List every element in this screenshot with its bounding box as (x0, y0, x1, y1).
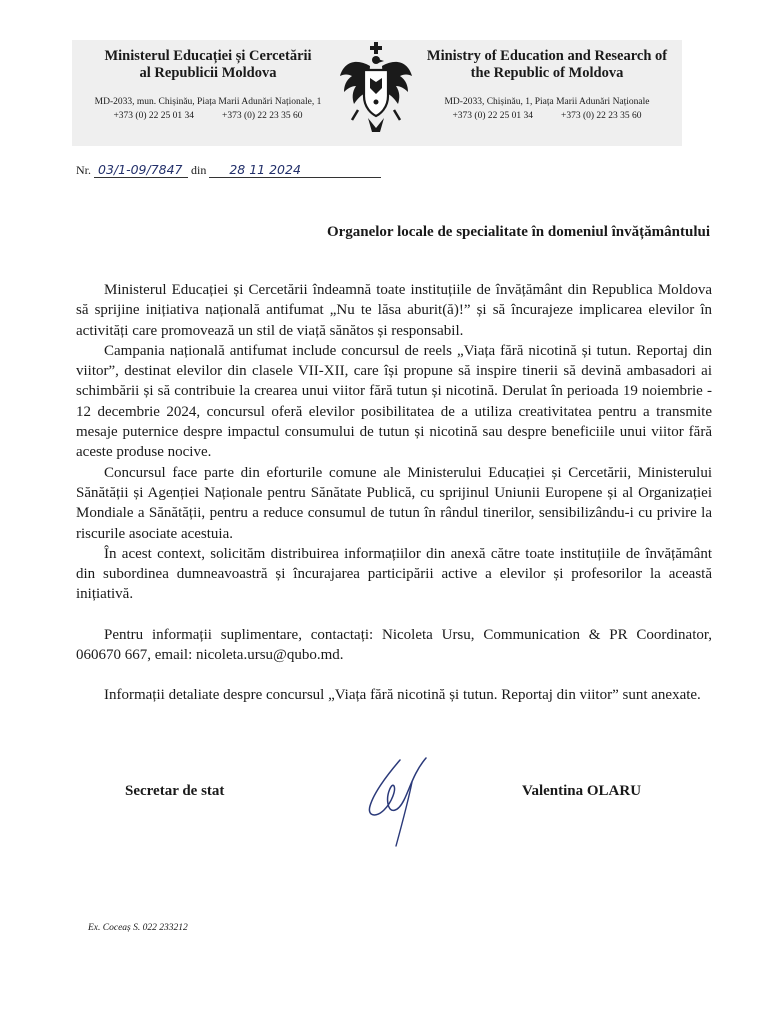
registration-number: 03/1-09/7847 (94, 162, 188, 178)
letterhead (72, 40, 682, 146)
paragraph-annex: Informații detaliate despre concursul „Viața fără nicotină și tutun. Reportaj din viitor” sunt anexate. (104, 687, 701, 704)
ministry-phones-ro (72, 109, 344, 123)
coat-of-arms-icon (334, 40, 418, 146)
handwritten-signature-icon (352, 752, 442, 852)
ministry-name-en-line1: Ministry of Education and Research of (426, 48, 668, 64)
registration-nr-label: Nr. (76, 163, 91, 177)
paragraph-contact: Pentru informații suplimentare, contactați: Nicoleta Ursu, Communication & PR Coordinator, 060670 667, email: nicoleta.ursu@qubo.md. (76, 626, 712, 664)
letter-body (76, 280, 712, 706)
executor-line: Ex. Coceaș S. 022 233212 (88, 923, 188, 933)
registration-line (76, 162, 381, 178)
ministry-address-en: MD-2033, Chișinău, 1, Piața Marii Adunări Naționale (444, 97, 650, 107)
paragraph-request: În acest context, solicităm distribuirea informațiilor din anexă către toate instituțiile de învățământ din subordinea dumneavoastră și încurajarea participării active a elevilor și profesorilor la această inițiativă. (76, 545, 712, 603)
phone-en-1: +373 (0) 22 25 01 34 (452, 111, 533, 121)
phone-ro-1: +373 (0) 22 25 01 34 (113, 111, 194, 121)
registration-din-label: din (191, 163, 207, 177)
ministry-address-ro: MD-2033, mun. Chișinău, Piața Marii Adunări Naționale, 1 (94, 97, 322, 107)
letterhead-left (72, 48, 344, 123)
paragraph-campaign: Campania națională antifumat include concursul de reels „Viața fără nicotină și tutun. Reportaj din viitor”, destinat elevilor din clasele VII-XII, care își propune să inspire tinerii să devină ambasadori ai schimbării și să contribuie la crearea unui viitor fără tutun și nicotină. Derulat în perioada 19 noiembrie - 12 decembrie 2024, concursul oferă elevilor posibilitatea de a utiliza creativitatea pentru a transmite mesaje puternice despre impactul consumului de tutun și nicotină sau despre beneficiile unui viitor fără aceste produse nocive. (76, 342, 712, 461)
letterhead-right (412, 48, 682, 123)
signatory-name: Valentina OLARU (522, 783, 642, 799)
phone-en-2: +373 (0) 22 23 35 60 (561, 111, 642, 121)
paragraph-partners: Concursul face parte din eforturile comune ale Ministerului Educației și Cercetării, Ministerului Sănătății și Agenției Naționale pentru Sănătate Publică, cu sprijinul Uniunii Europene și al Organizației Mondiale a Sănătății, pentru a reduce consumul de tutun în rândul tinerilor, sensibilizându-i cu privire la riscurile asociate acestuia. (76, 464, 712, 542)
signatory-title: Secretar de stat (125, 783, 225, 799)
ministry-name-ro-line2: al Republicii Moldova (139, 65, 277, 81)
addressee: Organelor locale de specialitate în domeniul învățământului (326, 224, 710, 240)
ministry-name-en-line2: the Republic of Moldova (470, 65, 624, 81)
paragraph-intro: Ministerul Educației și Cercetării îndeamnă toate instituțiile de învățământ din Republica Moldova să sprijine inițiativa națională antifumat „Nu te lăsa aburit(ă)!” și să încurajeze implicarea elevilor în activități care promovează un stil de viață sănătos și responsabil. (76, 282, 712, 339)
ministry-name-ro-line1: Ministerul Educației și Cercetării (104, 48, 312, 64)
registration-date: 28 11 2024 (209, 162, 381, 178)
phone-ro-2: +373 (0) 22 23 35 60 (222, 111, 303, 121)
ministry-phones-en (412, 109, 682, 123)
